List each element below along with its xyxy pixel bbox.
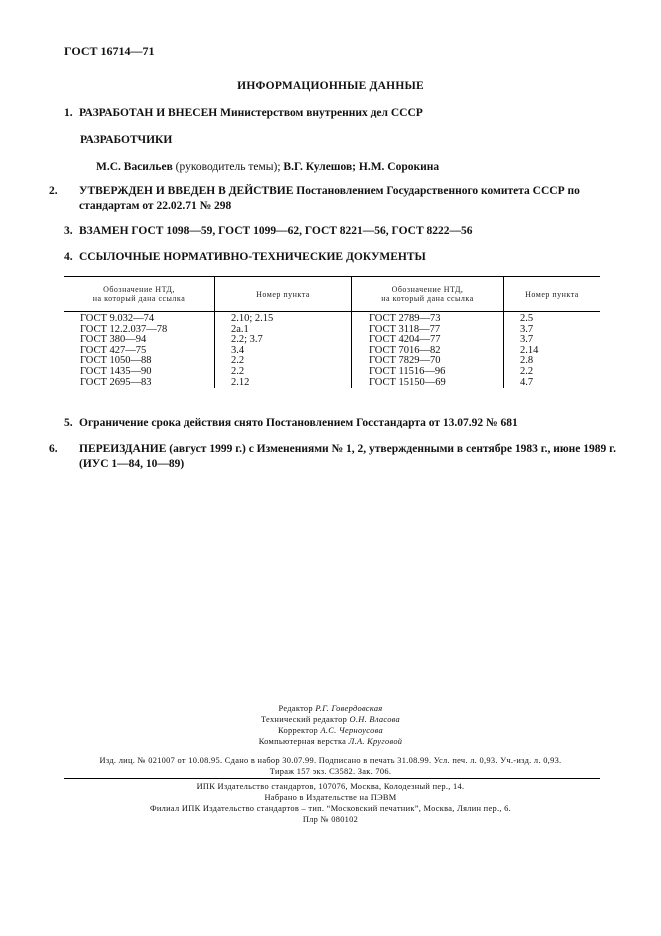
table-row: [64, 312, 600, 389]
col-header-point-right: Номер пункта: [504, 277, 601, 312]
clause-number: 2.12: [231, 376, 250, 388]
clause-number: 2.5: [520, 313, 534, 324]
divider: [64, 778, 600, 779]
point-list-right: [504, 312, 601, 389]
clause-number: 2.2: [231, 355, 245, 367]
clause-number: 2.8: [520, 355, 534, 367]
clause-number: 2.2; 3.7: [231, 334, 263, 346]
document-code: ГОСТ 16714—71: [64, 44, 155, 58]
col-header-doc-right: [352, 277, 504, 312]
publisher-line-2: Набрано в Издательстве на ПЭВМ: [264, 793, 397, 802]
publisher-info: [0, 781, 661, 825]
publisher-line-1: ИПК Издательство стандартов, 107076, Москва, Колодезный пер., 14.: [196, 782, 465, 791]
print-details-line-2: Тираж 157 экз. С3582. Зак. 706.: [269, 767, 392, 776]
ntd-designation: ГОСТ 380—94: [80, 334, 147, 346]
clause-number: 2.2: [231, 365, 245, 377]
item-number: 4.: [64, 251, 73, 263]
clause-number: 2а.1: [231, 323, 249, 335]
item-number: 6.: [49, 443, 58, 455]
col-header-line: Обозначение НТД,: [103, 285, 175, 294]
ntd-designation: ГОСТ 12.2.037—78: [80, 323, 168, 335]
developer-name-1: М.С. Васильев: [96, 161, 173, 173]
item-text: УТВЕРЖДЕН И ВВЕДЕН В ДЕЙСТВИЕ Постановлением Государственного комитета СССР по стандартам от 22.02.71 № 298: [79, 185, 580, 212]
info-item-5: [64, 416, 604, 431]
info-item-6: [49, 442, 619, 472]
ntd-designation: ГОСТ 1435—90: [80, 365, 152, 377]
developer-names-2: В.Г. Кулешов; Н.М. Сорокина: [283, 161, 440, 173]
item-text: ПЕРЕИЗДАНИЕ (август 1999 г.) с Изменениями № 1, 2, утвержденными в сентябре 1983 г., июне 1989 г. (ИУС 1—84, 10—89): [79, 443, 616, 470]
imprint-credits: [0, 703, 661, 747]
developers-label: РАЗРАБОТЧИКИ: [80, 134, 173, 146]
ntd-designation: ГОСТ 3118—77: [369, 323, 441, 335]
doc-list-right: [352, 312, 504, 389]
item-number: 5.: [64, 417, 73, 429]
item-text: ССЫЛОЧНЫЕ НОРМАТИВНО-ТЕХНИЧЕСКИЕ ДОКУМЕНТЫ: [79, 251, 426, 263]
info-item-3: [64, 224, 604, 239]
print-details: [0, 755, 661, 777]
info-item-1: [64, 106, 604, 121]
page-title: ИНФОРМАЦИОННЫЕ ДАННЫЕ: [237, 80, 424, 92]
item-text: РАЗРАБОТАН И ВНЕСЕН Министерством внутренних дел СССР: [79, 107, 423, 119]
ntd-designation: ГОСТ 11516—96: [369, 365, 446, 377]
doc-list-left: [64, 312, 215, 389]
credit-editor: Редактор Р.Г. Говердовская: [278, 704, 383, 713]
clause-number: 3.7: [520, 334, 534, 346]
clause-number: 2.10; 2.15: [231, 313, 274, 324]
ntd-designation: ГОСТ 4204—77: [369, 334, 441, 346]
item-text: ВЗАМЕН ГОСТ 1098—59, ГОСТ 1099—62, ГОСТ 8221—56, ГОСТ 8222—56: [79, 225, 473, 237]
item-number: 1.: [64, 107, 73, 119]
ntd-designation: ГОСТ 2789—73: [369, 313, 441, 324]
ntd-designation: ГОСТ 1050—88: [80, 355, 152, 367]
point-list-left: [215, 312, 352, 389]
clause-number: 2.2: [520, 365, 534, 377]
publisher-line-3: Филиал ИПК Издательство стандартов – тип. “Московский печатник”, Москва, Лялин пер., 6.: [149, 804, 512, 813]
ntd-designation: ГОСТ 9.032—74: [80, 313, 155, 324]
col-header-doc-left: [64, 277, 215, 312]
col-header-line: на который дана ссылка: [92, 294, 186, 303]
reference-documents-table: [64, 276, 600, 388]
publisher-line-4: Плр № 080102: [302, 815, 359, 824]
item-number: 2.: [49, 185, 58, 197]
ntd-designation: ГОСТ 7829—70: [369, 355, 441, 367]
ntd-designation: ГОСТ 427—75: [80, 344, 147, 356]
ntd-designation: ГОСТ 15150—69: [369, 376, 446, 388]
credit-tech-editor: Технический редактор О.Н. Власова: [260, 715, 401, 724]
col-header-line: на который дана ссылка: [381, 294, 474, 303]
developer-role-1: (руководитель темы);: [175, 161, 281, 173]
ntd-designation: ГОСТ 7016—82: [369, 344, 441, 356]
print-details-line-1: Изд. лиц. № 021007 от 10.08.95. Сдано в набор 30.07.99. Подписано в печать 31.08.99. Усл. печ. л. 0,93. Уч.-изд. л. 0,93.: [99, 756, 562, 765]
info-item-4: [64, 250, 604, 265]
clause-number: 2.14: [520, 344, 539, 356]
credit-corrector: Корректор А.С. Черноусова: [278, 726, 383, 735]
col-header-point-left: Номер пункта: [215, 277, 352, 312]
clause-number: 4.7: [520, 376, 534, 388]
credit-layout: Компьютерная верстка Л.А. Круговой: [258, 737, 403, 746]
clause-number: 3.4: [231, 344, 245, 356]
item-number: 3.: [64, 225, 73, 237]
item-text: Ограничение срока действия снято Постановлением Госстандарта от 13.07.92 № 681: [79, 417, 518, 429]
ntd-designation: ГОСТ 2695—83: [80, 376, 152, 388]
clause-number: 3.7: [520, 323, 534, 335]
developers-list: [96, 160, 596, 175]
col-header-line: Обозначение НТД,: [391, 285, 464, 294]
info-item-2: [49, 184, 619, 214]
